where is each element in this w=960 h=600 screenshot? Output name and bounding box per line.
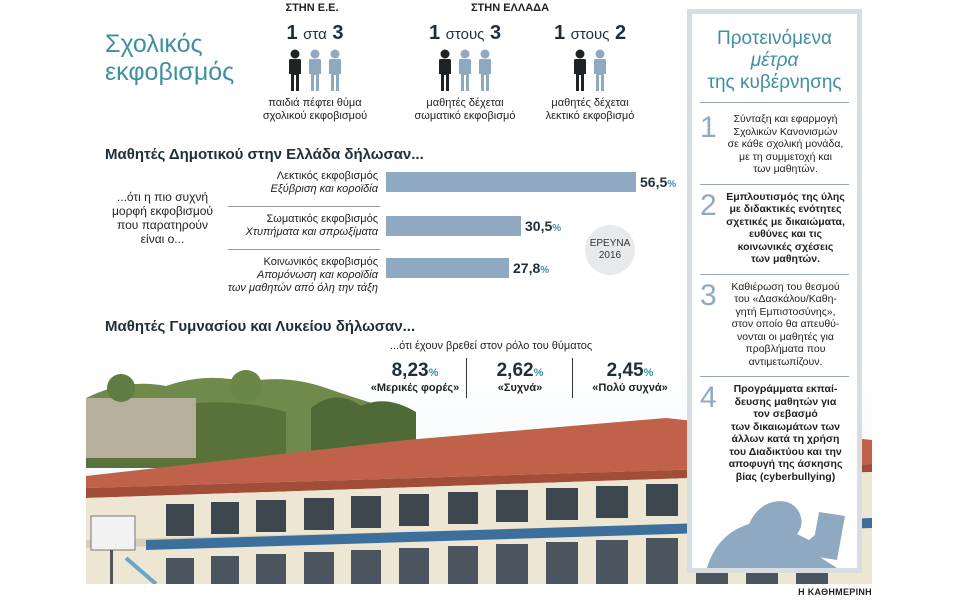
person-light-icon bbox=[592, 49, 608, 91]
panel-divider bbox=[700, 376, 849, 377]
stat-desc: μαθητές δέχεται σωματικό εκφοβισμό bbox=[414, 97, 516, 122]
bar-value-physical: 30,5% bbox=[525, 218, 562, 234]
survey-badge: ΕΡΕΥΝΑ 2016 bbox=[585, 225, 635, 275]
secondary-heading: Μαθητές Γυμνασίου και Λυκείου δήλωσαν... bbox=[105, 318, 416, 335]
person-light-icon bbox=[307, 49, 323, 91]
panel-divider bbox=[700, 274, 849, 275]
person-icons bbox=[525, 49, 655, 91]
stat-very-often: 2,45% «Πολύ συχνά» bbox=[592, 360, 668, 394]
publisher-credit: Η ΚΑΘΗΜΕΡΙΝΗ bbox=[798, 587, 872, 597]
person-light-icon bbox=[457, 49, 473, 91]
measure-4: 4 Προγράμματα εκπαί- δευσης μαθητών για τον σεβασμό των δικαιωμάτων των άλλων κατά τη χρήση του Διαδικτύου και την αποφυγή της άσκησης βίας (cyberbullying) bbox=[700, 381, 843, 483]
bar-label-verbal: Λεκτικός εκφοβισμός Εξύβριση και κοροϊδία bbox=[270, 170, 378, 195]
person-dark-icon bbox=[287, 49, 303, 91]
greece-heading: ΣΤΗΝ ΕΛΛΑΔΑ bbox=[470, 2, 550, 14]
bar-verbal bbox=[386, 172, 636, 192]
row-divider bbox=[228, 206, 380, 207]
measures-panel bbox=[692, 14, 857, 568]
panel-divider bbox=[700, 184, 849, 185]
bar-social bbox=[386, 258, 509, 278]
primary-question: ...ότι η πιο συχνή μορφή εκφοβισμού που παρατηρούν είναι ο... bbox=[112, 190, 213, 246]
measure-1: 1 Σύνταξη και εφαρμογή Σχολικών Κανονισμών σε κάθε σχολική μονάδα, με τη συμμετοχή και των μαθητών. bbox=[700, 111, 844, 175]
stat-sometimes: 8,23% «Μερικές φορές» bbox=[370, 360, 460, 394]
person-light-icon bbox=[477, 49, 493, 91]
measure-2: 2 Εμπλουτισμός της ύλης με διδακτικές ενότητες σχετικές με δικαιώματα, ευθύνες και τις κοινωνικές σχέσεις των μαθητών. bbox=[700, 188, 845, 265]
bar-physical bbox=[386, 216, 521, 236]
person-dark-icon bbox=[437, 49, 453, 91]
person-light-icon bbox=[327, 49, 343, 91]
stat-group-greece-physical bbox=[400, 22, 530, 123]
person-icons bbox=[250, 49, 380, 91]
stat-group-eu bbox=[250, 22, 380, 123]
stat-divider bbox=[466, 358, 467, 398]
person-icons bbox=[400, 49, 530, 91]
stat-divider bbox=[572, 358, 573, 398]
bar-value-social: 27,8% bbox=[513, 260, 550, 276]
ratio-eu: 1 στα 3 bbox=[286, 22, 344, 44]
bar-value-verbal: 56,5% bbox=[640, 174, 677, 190]
student-computer-icon bbox=[697, 476, 857, 568]
ratio-greece-physical: 1 στους 3 bbox=[428, 22, 502, 44]
stat-desc: μαθητές δέχεται λεκτικό εκφοβισμό bbox=[545, 97, 635, 122]
stat-desc: παιδιά πέφτει θύμα σχολικού εκφοβισμού bbox=[262, 97, 368, 122]
stat-often: 2,62% «Συχνά» bbox=[496, 360, 544, 394]
bar-label-physical: Σωματικός εκφοβισμός Χτυπήματα και σπρωξίματα bbox=[245, 213, 378, 238]
eu-heading: ΣΤΗΝ Ε.Ε. bbox=[285, 2, 339, 14]
page-title: Σχολικός εκφοβισμός bbox=[105, 30, 235, 86]
person-dark-icon bbox=[572, 49, 588, 91]
ratio-greece-verbal: 1 στους 2 bbox=[553, 22, 627, 44]
row-divider bbox=[228, 249, 380, 250]
stat-group-greece-verbal bbox=[525, 22, 655, 123]
panel-title: Προτεινόμενα μέτρα της κυβέρνησης bbox=[707, 28, 842, 93]
primary-heading: Μαθητές Δημοτικού στην Ελλάδα δήλωσαν... bbox=[105, 146, 424, 163]
measure-3: 3 Καθιέρωση του θεσμού του «Δασκάλου/Καθη- γητή Εμπιστοσύνης», στον οποίο θα απευθύ- νονται οι μαθητές για προβλήματα που αντιμετωπίζουν. bbox=[700, 278, 840, 368]
bar-label-social: Κοινωνικός εκφοβισμός Απομόνωση και κοροϊδία των μαθητών από όλη την τάξη bbox=[227, 256, 378, 294]
panel-divider bbox=[700, 102, 849, 103]
secondary-subheading: ...ότι έχουν βρεθεί στον ρόλο του θύματος bbox=[390, 340, 593, 352]
